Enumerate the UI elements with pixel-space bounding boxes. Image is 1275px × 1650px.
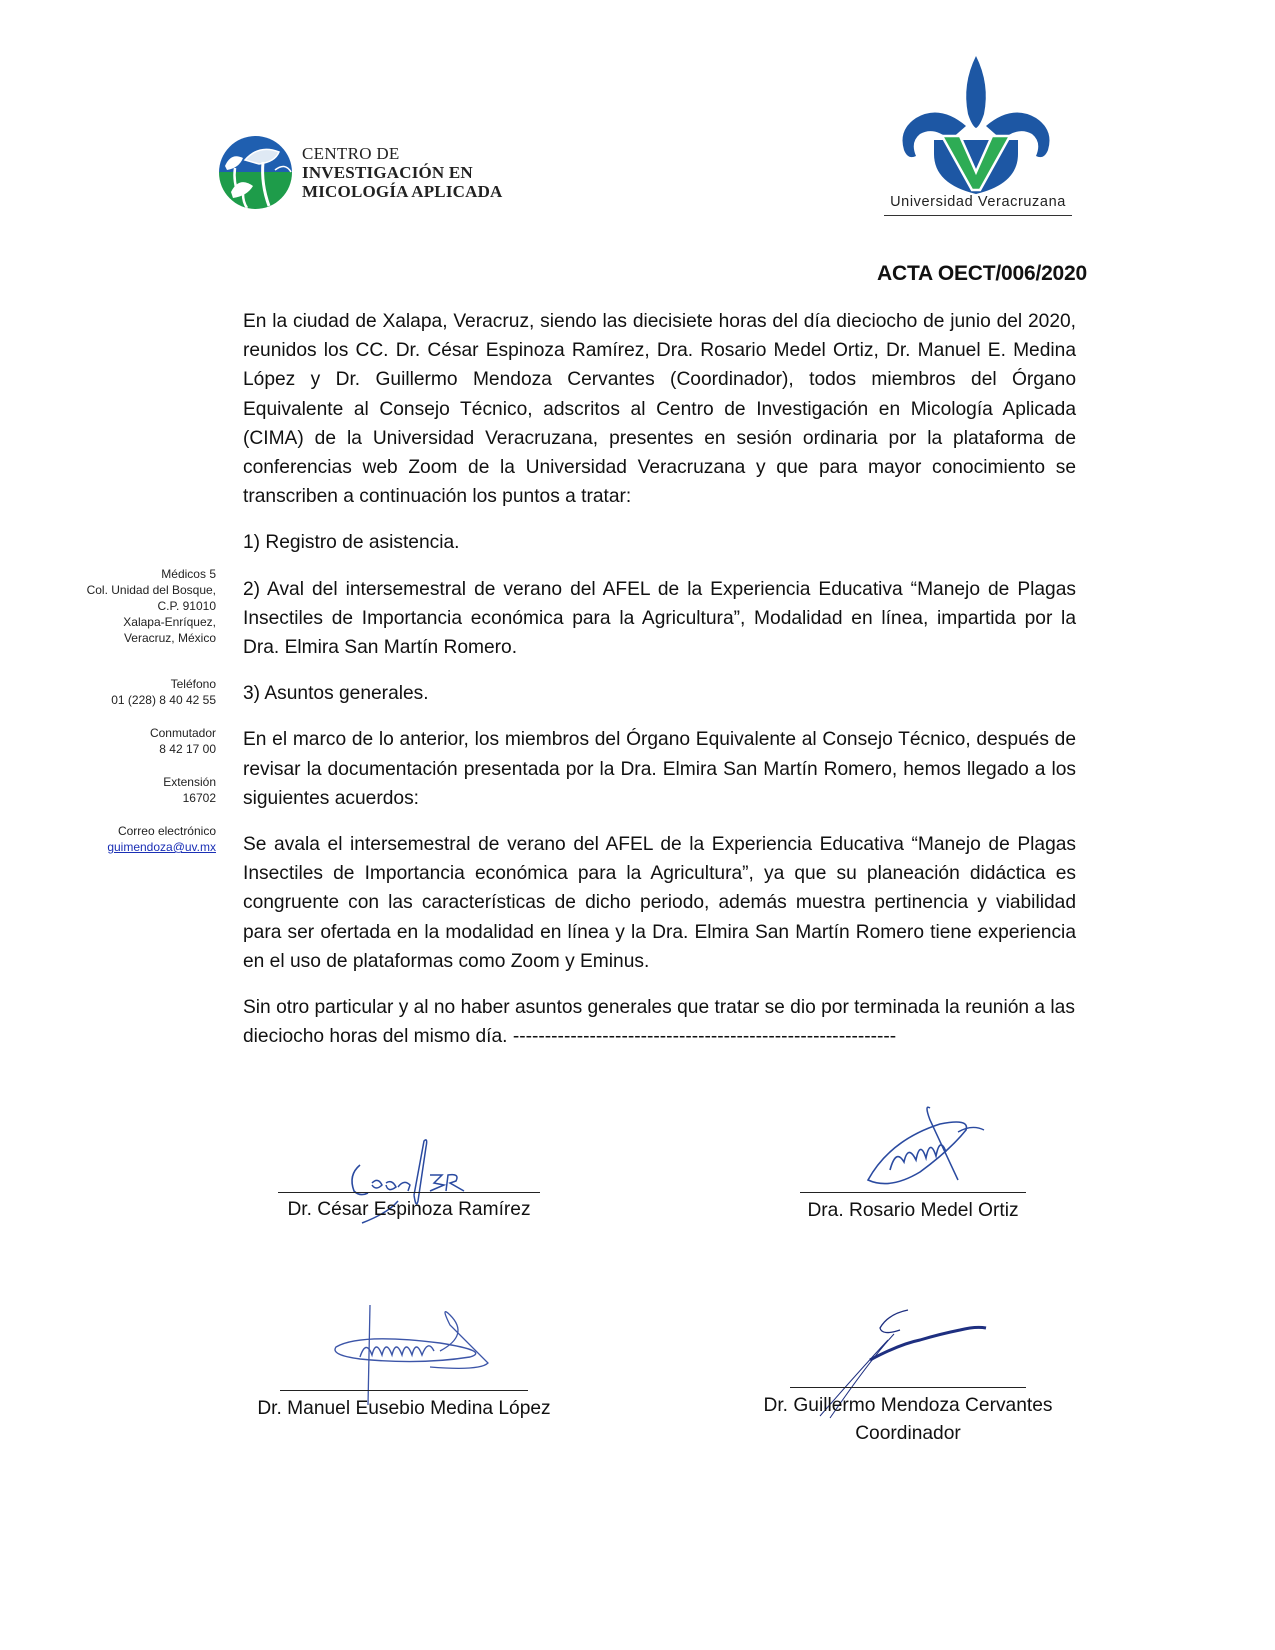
uv-logo <box>880 54 1076 220</box>
uv-fleur-de-lis-logo-icon <box>880 54 1076 194</box>
phone-value: 01 (228) 8 40 42 55 <box>111 693 216 707</box>
signatory-role: Coordinador <box>855 1423 961 1444</box>
cima-logo-line: MICOLOGÍA APLICADA <box>302 182 503 201</box>
phone-label: Teléfono <box>170 677 216 691</box>
document-title: ACTA OECT/006/2020 <box>877 262 1087 285</box>
switchboard-label: Conmutador <box>149 726 216 740</box>
cima-logo-text <box>302 144 503 201</box>
address-line: Xalapa-Enríquez, <box>123 615 216 629</box>
agenda-item-2: 2) Aval del intersemestral de verano del AFEL de la Experiencia Educativa “Manejo de Plagas Insectiles de Importancia económica para la Agricultura”, Modalidad en línea, impartida por la Dra. Elmira San Martín Romero. <box>243 578 1076 659</box>
address-block <box>40 566 216 646</box>
cima-mushroom-logo-icon <box>219 136 292 209</box>
handwritten-signature-icon <box>860 1100 990 1190</box>
phone-block <box>40 676 216 708</box>
switchboard-value: 8 42 17 00 <box>159 742 216 756</box>
signatory-name: Dr. Manuel Eusebio Medina López <box>257 1398 551 1419</box>
document-body <box>243 307 1076 1068</box>
switchboard-block <box>40 725 216 757</box>
cima-logo-line: INVESTIGACIÓN EN <box>302 163 473 182</box>
signatory-name: Dr. Guillermo Mendoza Cervantes <box>763 1395 1053 1416</box>
handwritten-signature-icon <box>320 1295 520 1405</box>
signature-line <box>800 1192 1026 1193</box>
signature-line <box>790 1387 1026 1388</box>
signature-block <box>257 1295 551 1425</box>
email-block <box>40 823 216 855</box>
agenda-item-3: 3) Asuntos generales. <box>243 683 429 705</box>
address-line: Médicos 5 <box>161 567 216 581</box>
contact-sidebar <box>40 566 216 872</box>
extension-label: Extensión <box>163 775 216 789</box>
signature-line <box>278 1192 540 1193</box>
cima-logo <box>219 136 519 210</box>
signature-block <box>800 1100 1026 1225</box>
agenda-item-1: 1) Registro de asistencia. <box>243 532 460 554</box>
signature-block <box>763 1300 1053 1444</box>
address-line: Veracruz, México <box>123 631 216 645</box>
paragraph-intro: En la ciudad de Xalapa, Veracruz, siendo las diecisiete horas del día dieciocho de junio del 2020, reunidos los CC. Dr. César Espinoza Ramírez, Dra. Rosario Medel Ortiz, Dr. Manuel E. Medina López y Dr. Guillermo Mendoza Cervantes (Coordinador), todos miembros del Órgano Equivalente al Consejo Técnico, adscritos al Centro de Investigación en Micología Aplicada (CIMA) de la Universidad Veracruzana, presentes en sesión ordinaria por la plataforma de conferencias web Zoom de la Universidad Veracruzana y que para mayor conocimiento se transcriben a continuación los puntos a tratar: <box>243 311 1076 508</box>
extension-block <box>40 774 216 806</box>
cima-logo-line: CENTRO DE <box>302 144 400 163</box>
address-line: C.P. 91010 <box>157 599 216 613</box>
signatory-name: Dra. Rosario Medel Ortiz <box>807 1200 1019 1221</box>
paragraph-closing: Sin otro particular y al no haber asuntos generales que tratar se dio por terminada la reunión a las dieciocho horas del mismo día. ------------------------------------------------------------ <box>243 997 1075 1048</box>
signature-line <box>280 1390 528 1391</box>
uv-logo-underline <box>884 215 1072 216</box>
signatory-name: Dr. César Espinoza Ramírez <box>287 1199 531 1220</box>
email-link[interactable]: guimendoza@uv.mx <box>107 840 216 854</box>
signature-block <box>278 1105 540 1225</box>
extension-value: 16702 <box>182 791 216 805</box>
email-label: Correo electrónico <box>117 824 216 838</box>
paragraph-context: En el marco de lo anterior, los miembros del Órgano Equivalente al Consejo Técnico, después de revisar la documentación presentada por la Dra. Elmira San Martín Romero, hemos llegado a los siguientes acuerdos: <box>243 729 1076 809</box>
uv-logo-caption: Universidad Veracruzana <box>890 194 1066 210</box>
paragraph-agreement: Se avala el intersemestral de verano del AFEL de la Experiencia Educativa “Manejo de Plagas Insectiles de Importancia económica para la Agricultura”, ya que su planeación didáctica es congruente con las características de dicho periodo, además muestra pertinencia y viabilidad para ser ofertada en la modalidad en línea y la Dra. Elmira San Martín Romero tiene experiencia en el uso de plataformas como Zoom y Eminus. <box>243 834 1076 972</box>
address-line: Col. Unidad del Bosque, <box>86 583 216 597</box>
